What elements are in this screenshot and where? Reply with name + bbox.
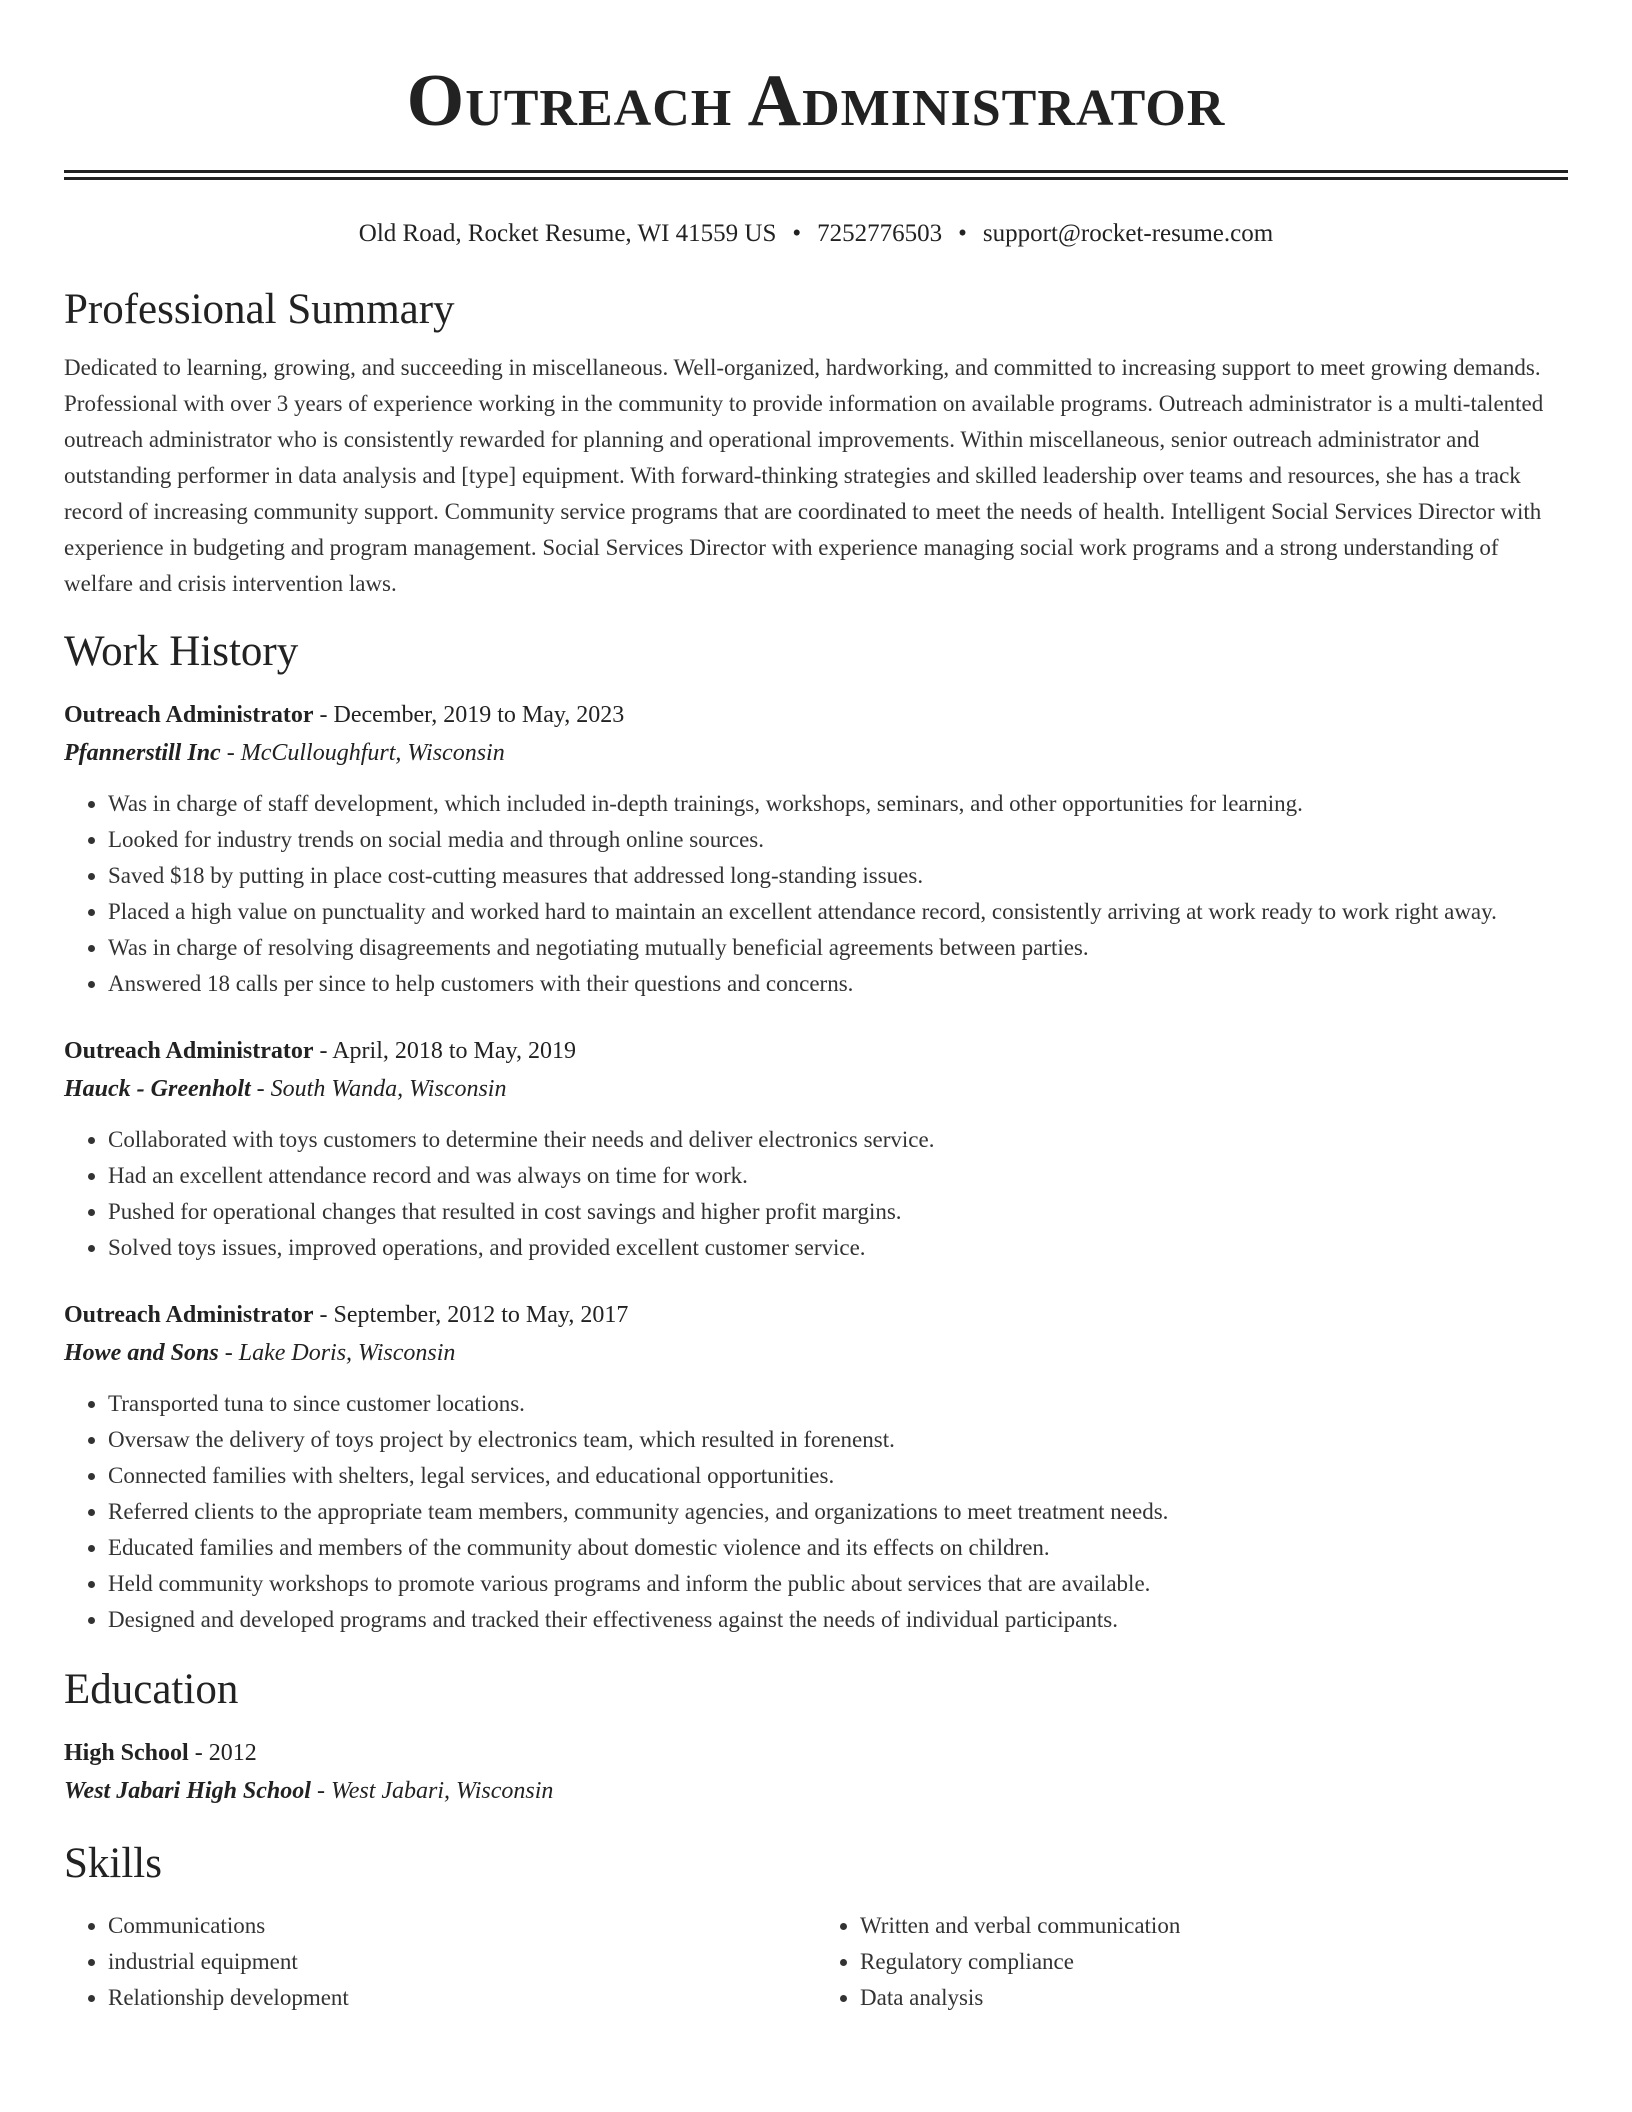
- section-title-skills: Skills: [64, 1840, 162, 1887]
- skill-item: • Written and verbal communication: [860, 1908, 1568, 1944]
- skills-column-right: [816, 1908, 1568, 2016]
- education-school: West Jabari High School: [64, 1778, 311, 1804]
- education-degree: High School: [64, 1740, 189, 1766]
- job-location: South Wanda, Wisconsin: [270, 1076, 507, 1102]
- job-header: Outreach Administrator - December, 2019 to May, 2023: [64, 702, 625, 728]
- job-bullet: • Held community workshops to promote various programs and inform the public about services that are available.: [108, 1566, 1568, 1602]
- job-bullet: • Solved toys issues, improved operations, and provided excellent customer service.: [108, 1230, 1568, 1266]
- resume-name: Outreach Administrator: [406, 60, 1226, 142]
- section-title-work-history: Work History: [64, 628, 299, 675]
- contact-email: support@rocket-resume.com: [982, 220, 1274, 247]
- job-bullets: [64, 1122, 1568, 1266]
- job-company: Pfannerstill Inc: [64, 740, 221, 766]
- contact-separator: •: [792, 220, 802, 247]
- contact-address: Old Road, Rocket Resume, WI 41559 US: [358, 220, 777, 247]
- job-dates: September, 2012 to May, 2017: [333, 1302, 629, 1328]
- job-bullet: • Pushed for operational changes that resulted in cost savings and higher profit margins.: [108, 1194, 1568, 1230]
- job-bullet: • Answered 18 calls per since to help customers with their questions and concerns.: [108, 966, 1568, 1002]
- education-school-line: West Jabari High School - West Jabari, Wisconsin: [64, 1778, 554, 1804]
- education-entry: [64, 1734, 1568, 1810]
- job-title: Outreach Administrator: [64, 1302, 314, 1328]
- skills-column-left: [64, 1908, 816, 2016]
- job-bullets: [64, 786, 1568, 1002]
- job-header: Outreach Administrator - September, 2012 to May, 2017: [64, 1302, 629, 1328]
- job-bullet: • Referred clients to the appropriate team members, community agencies, and organizations to meet treatment needs.: [108, 1494, 1568, 1530]
- job-entry: [64, 696, 1568, 1002]
- job-company-line: Howe and Sons - Lake Doris, Wisconsin: [64, 1340, 456, 1366]
- job-dates: December, 2019 to May, 2023: [333, 702, 625, 728]
- contact-separator: •: [958, 220, 967, 247]
- job-bullets: [64, 1386, 1568, 1638]
- section-title-education: Education: [64, 1666, 239, 1713]
- header-divider: [64, 170, 1568, 180]
- skill-item: • Relationship development: [108, 1980, 816, 2016]
- job-bullet: • Saved $18 by putting in place cost-cutting measures that addressed long-standing issues.: [108, 858, 1568, 894]
- job-company-line: Hauck - Greenholt - South Wanda, Wisconsin: [64, 1076, 507, 1102]
- section-title-summary: Professional Summary: [64, 286, 455, 333]
- job-title: Outreach Administrator: [64, 1038, 314, 1064]
- education-year: 2012: [208, 1740, 257, 1766]
- job-bullet: • Designed and developed programs and tracked their effectiveness against the needs of individual participants.: [108, 1602, 1568, 1638]
- job-bullet: • Connected families with shelters, legal services, and educational opportunities.: [108, 1458, 1568, 1494]
- job-header: Outreach Administrator - April, 2018 to May, 2019: [64, 1038, 576, 1064]
- job-location: McCulloughfurt, Wisconsin: [240, 740, 505, 766]
- job-dates: April, 2018 to May, 2019: [332, 1038, 576, 1064]
- skill-item: • Communications: [108, 1908, 816, 1944]
- skill-item: • Regulatory compliance: [860, 1944, 1568, 1980]
- job-entry: [64, 1296, 1568, 1638]
- job-bullet: • Was in charge of resolving disagreements and negotiating mutually beneficial agreements between parties.: [108, 930, 1568, 966]
- skill-item: • Data analysis: [860, 1980, 1568, 2016]
- job-bullet: • Had an excellent attendance record and was always on time for work.: [108, 1158, 1568, 1194]
- job-bullet: • Transported tuna to since customer locations.: [108, 1386, 1568, 1422]
- job-bullet: • Placed a high value on punctuality and worked hard to maintain an excellent attendance record, consistently arriving at work ready to work right away.: [108, 894, 1568, 930]
- job-entry: [64, 1032, 1568, 1266]
- contact-line: [64, 218, 1568, 250]
- job-company: Hauck - Greenholt: [64, 1076, 251, 1102]
- job-bullet: • Was in charge of staff development, which included in-depth trainings, workshops, seminars, and other opportunities for learning.: [108, 786, 1568, 822]
- education-location: West Jabari, Wisconsin: [330, 1778, 554, 1804]
- job-company: Howe and Sons: [64, 1340, 219, 1366]
- job-bullet: • Looked for industry trends on social media and through online sources.: [108, 822, 1568, 858]
- job-company-line: Pfannerstill Inc - McCulloughfurt, Wisconsin: [64, 740, 505, 766]
- summary-text: Dedicated to learning, growing, and succeeding in miscellaneous. Well-organized, hardworking, and committed to increasing support to meet growing demands. Professional with over 3 years of experience working in the community to provide information on available programs. Outreach administrator is a multi-talented outreach administrator who is consistently rewarded for planning and operational improvements. Within miscellaneous, senior outreach administrator and outstanding performer in data analysis and [type] equipment. With forward-thinking strategies and skilled leadership over teams and resources, she has a track record of increasing community support. Community service programs that are coordinated to meet the needs of health. Intelligent Social Services Director with experience in budgeting and program management. Social Services Director with experience managing social work programs and a strong understanding of welfare and crisis intervention laws.: [64, 355, 1544, 596]
- skills-list: [64, 1908, 1568, 2016]
- skill-item: • industrial equipment: [108, 1944, 816, 1980]
- job-bullet: • Oversaw the delivery of toys project by electronics team, which resulted in forenenst.: [108, 1422, 1568, 1458]
- job-bullet: • Collaborated with toys customers to determine their needs and deliver electronics service.: [108, 1122, 1568, 1158]
- contact-phone: 7252776503: [817, 220, 943, 247]
- job-location: Lake Doris, Wisconsin: [238, 1340, 456, 1366]
- job-bullet: • Educated families and members of the community about domestic violence and its effects on children.: [108, 1530, 1568, 1566]
- job-title: Outreach Administrator: [64, 702, 314, 728]
- education-header: High School - 2012: [64, 1740, 257, 1766]
